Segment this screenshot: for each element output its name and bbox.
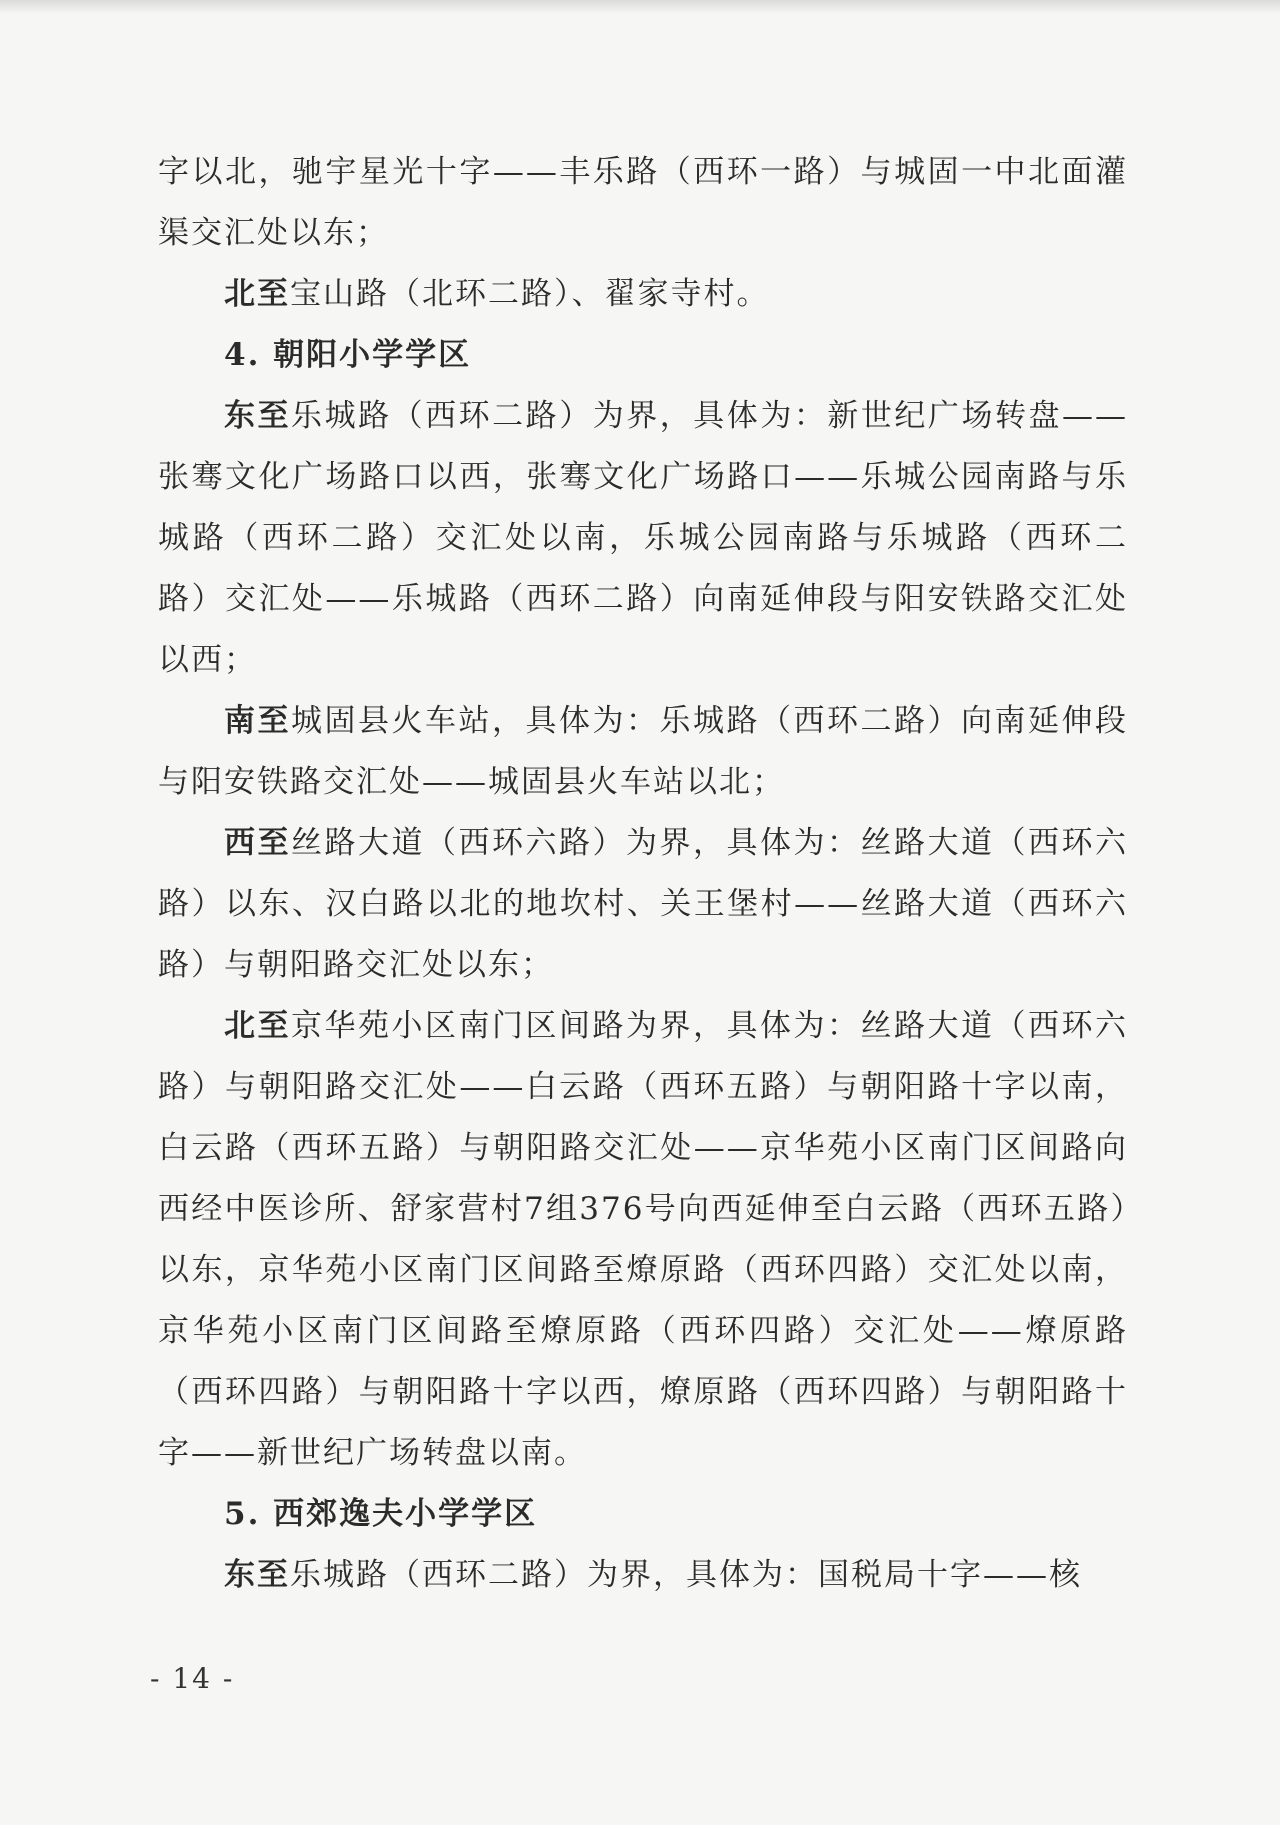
paragraph-text: 京华苑小区南门区间路为界，具体为：丝路大道（西环六路）与朝阳路交汇处——白云路（西环五路）与朝阳路十字以南，白云路（西环五路）与朝阳路交汇处——京华苑小区南门区间路向西经中医诊所、舒家营村7组376号向西延伸至白云路（西环五路）以东，京华苑小区南门区间路至燎原路（西环四路）交汇处以南，京华苑小区南门区间路至燎原路（西环四路）交汇处——燎原路（西环四路）与朝阳路十字以西，燎原路（西环四路）与朝阳路十字——新世纪广场转盘以南。 bbox=[158, 1008, 1128, 1471]
document-body bbox=[158, 142, 1128, 1606]
paragraph-lead: 北至 bbox=[224, 1008, 291, 1044]
paragraph-text: 宝山路（北环二路）、翟家寺村。 bbox=[290, 276, 770, 312]
paragraph-west-boundary bbox=[158, 813, 1128, 996]
paragraph-text: 乐城路（西环二路）为界，具体为：新世纪广场转盘——张骞文化广场路口以西，张骞文化广场路口——乐城公园南路与乐城路（西环二路）交汇处以南，乐城公园南路与乐城路（西环二路）交汇处——乐城路（西环二路）向南延伸段与阳安铁路交汇处以西； bbox=[158, 398, 1129, 678]
paragraph-lead: 南至 bbox=[224, 703, 291, 739]
paragraph-text: 城固县火车站，具体为：乐城路（西环二路）向南延伸段与阳安铁路交汇处——城固县火车站以北； bbox=[158, 703, 1128, 800]
paragraph-text: 乐城路（西环二路）为界，具体为：国税局十字——核 bbox=[290, 1557, 1082, 1593]
paragraph-north-boundary-4 bbox=[158, 996, 1128, 1484]
paragraph-east-boundary bbox=[158, 386, 1128, 691]
paragraph-text: 字以北，驰宇星光十字——丰乐路（西环一路）与城固一中北面灌渠交汇处以东； bbox=[158, 154, 1128, 251]
paragraph-lead: 东至 bbox=[224, 398, 292, 434]
paragraph-south-boundary bbox=[158, 691, 1128, 813]
paragraph-continued bbox=[158, 142, 1128, 264]
paragraph-north-boundary bbox=[158, 264, 1128, 325]
paragraph-lead: 西至 bbox=[224, 825, 291, 861]
page-number: - 14 - bbox=[150, 1662, 235, 1695]
paragraph-east-boundary-5 bbox=[158, 1545, 1128, 1606]
paragraph-text: 丝路大道（西环六路）为界，具体为：丝路大道（西环六路）以东、汉白路以北的地坎村、关王堡村——丝路大道（西环六路）与朝阳路交汇处以东； bbox=[158, 825, 1128, 983]
scan-shadow bbox=[0, 0, 1280, 14]
section-heading-5: 5. 西郊逸夫小学学区 bbox=[224, 1496, 538, 1532]
section-heading-4: 4. 朝阳小学学区 bbox=[224, 337, 472, 373]
paragraph-lead: 东至 bbox=[224, 1557, 290, 1593]
paragraph-lead: 北至 bbox=[224, 276, 290, 312]
